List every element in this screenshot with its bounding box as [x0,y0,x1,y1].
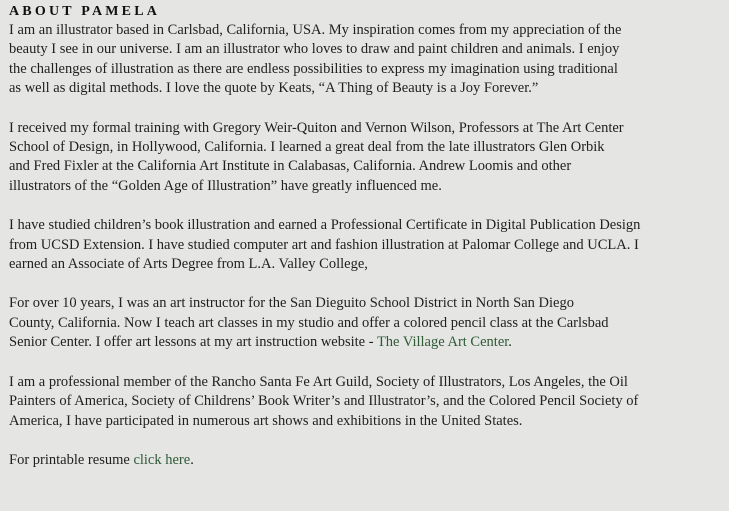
text-segment: Senior Center. I offer art lessons at my art instruction website - [9,334,377,351]
text-segment: . [190,451,194,468]
text-line: illustrators of the “Golden Age of Illustration” have greatly influenced me. [9,177,442,194]
text-line: For over 10 years, I was an art instructor for the San Dieguito School District in North San Diego [9,295,574,312]
text-line: I am a professional member of the Rancho Santa Fe Art Guild, Society of Illustrators, Los Angeles, the Oil [9,373,628,390]
text-line [9,451,729,470]
page-title: ABOUT PAMELA [9,4,161,19]
text-segment: For printable resume [9,451,134,468]
bio-paragraph-memberships [9,373,729,431]
resume-paragraph [9,451,729,470]
text-line: as well as digital methods. I love the quote by Keats, “A Thing of Beauty is a Joy Forever.” [9,80,539,97]
bio-paragraph-training [9,119,729,197]
village-art-center-link[interactable]: The Village Art Center [376,334,509,351]
text-line: School of Design, in Hollywood, California. I learned a great deal from the late illustrators Glen Orbik [9,139,605,156]
text-line: from UCSD Extension. I have studied computer art and fashion illustration at Palomar College and UCLA. I [9,236,639,253]
text-line: I have studied children’s book illustration and earned a Professional Certificate in Digital Publication Design [9,217,641,234]
text-line: I received my formal training with Gregory Weir-Quiton and Vernon Wilson, Professors at The Art Center [9,119,624,136]
text-line: America, I have participated in numerous art shows and exhibitions in the United States. [9,412,523,429]
text-line: I am an illustrator based in Carlsbad, California, USA. My inspiration comes from my appreciation of the [9,22,622,38]
text-segment: . [508,334,512,351]
resume-link[interactable]: click here [133,451,191,468]
text-line: earned an Associate of Arts Degree from L.A. Valley College, [9,256,368,273]
text-line [9,333,729,352]
bio-paragraph-intro [9,21,729,99]
text-line: and Fred Fixler at the California Art Institute in Calabasas, California. Andrew Loomis and other [9,158,572,175]
text-line: the challenges of illustration as there are endless possibilities to express my imagination using traditional [9,60,618,77]
bio-paragraph-teaching [9,294,729,352]
text-line: Painters of America, Society of Childrens’ Book Writer’s and Illustrator’s, and the Colored Pencil Society of [9,393,639,410]
bio-paragraph-education [9,216,729,274]
text-line: County, California. Now I teach art classes in my studio and offer a colored pencil class at the Carlsbad [9,314,609,331]
text-line: beauty I see in our universe. I am an illustrator who loves to draw and paint children and animals. I enjoy [9,41,620,58]
